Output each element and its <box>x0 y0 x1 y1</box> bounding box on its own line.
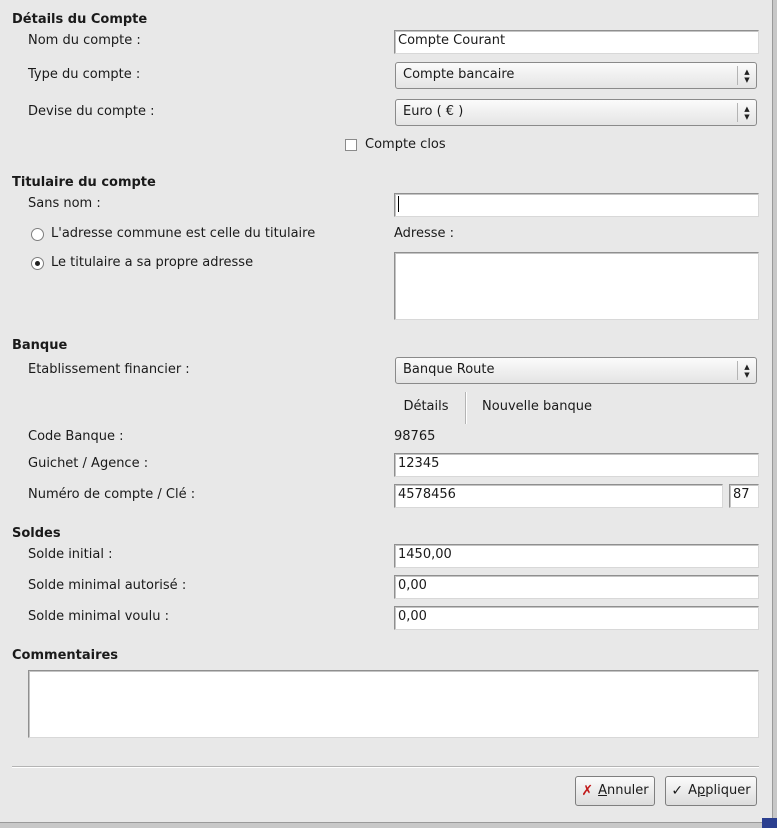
account-number-label: Numéro de compte / Clé : <box>28 487 196 502</box>
bank-code-label: Code Banque : <box>28 429 124 444</box>
address-common-radio[interactable] <box>31 228 44 241</box>
account-key-input[interactable]: 87 <box>729 484 759 508</box>
address-label: Adresse : <box>394 226 455 241</box>
account-currency-select[interactable] <box>395 99 757 126</box>
cross-icon: ✗ <box>581 783 594 799</box>
address-common-label: L'adresse commune est celle du titulaire <box>51 226 316 241</box>
account-name-label: Nom du compte : <box>28 33 141 48</box>
bank-details-button[interactable]: Détails <box>403 399 449 414</box>
holder-section-title: Titulaire du compte <box>12 175 156 190</box>
apply-button[interactable] <box>665 776 757 806</box>
new-bank-button[interactable]: Nouvelle banque <box>482 399 592 414</box>
window-corner-resize-handle[interactable] <box>762 818 777 828</box>
balances-section-title: Soldes <box>12 526 61 541</box>
bank-section-title: Banque <box>12 338 68 353</box>
min-wanted-balance-label: Solde minimal voulu : <box>28 609 169 624</box>
comments-textarea[interactable] <box>28 670 759 738</box>
bank-institution-select[interactable] <box>395 357 757 384</box>
bank-institution-label: Etablissement financier : <box>28 362 190 377</box>
address-own-label: Le titulaire a sa propre adresse <box>51 255 254 270</box>
account-type-value: Compte bancaire <box>403 67 515 82</box>
bank-branch-input[interactable]: 12345 <box>394 453 759 477</box>
radio-selected-dot <box>35 261 40 266</box>
window-frame-right <box>772 0 777 828</box>
initial-balance-input[interactable]: 1450,00 <box>394 544 759 568</box>
holder-name-label: Sans nom : <box>28 196 101 211</box>
min-wanted-balance-input[interactable]: 0,00 <box>394 606 759 630</box>
text-cursor <box>398 196 399 212</box>
updown-arrows-icon: ▲ ▼ <box>737 66 756 85</box>
button-separator <box>465 392 467 424</box>
account-details-section-title: Détails du Compte <box>12 12 148 27</box>
account-currency-label: Devise du compte : <box>28 104 155 119</box>
address-textarea[interactable] <box>394 252 759 320</box>
account-type-select[interactable] <box>395 62 757 89</box>
account-number-input[interactable]: 4578456 <box>394 484 723 508</box>
bank-code-value: 98765 <box>394 429 436 444</box>
bank-institution-value: Banque Route <box>403 362 495 377</box>
initial-balance-label: Solde initial : <box>28 547 113 562</box>
min-authorized-balance-label: Solde minimal autorisé : <box>28 578 187 593</box>
comments-section-title: Commentaires <box>12 648 119 663</box>
account-currency-value: Euro ( € ) <box>403 104 464 119</box>
min-authorized-balance-input[interactable]: 0,00 <box>394 575 759 599</box>
account-type-label: Type du compte : <box>28 67 141 82</box>
holder-name-input[interactable] <box>394 193 759 217</box>
account-closed-label: Compte clos <box>365 137 446 152</box>
action-area-separator <box>12 766 759 768</box>
apply-button-label: Appliquer <box>688 783 751 798</box>
address-own-radio[interactable] <box>31 257 44 270</box>
account-closed-checkbox[interactable] <box>345 139 357 151</box>
cancel-button-label: Annuler <box>598 783 649 798</box>
checkmark-icon: ✓ <box>671 783 684 799</box>
account-name-input[interactable]: Compte Courant <box>394 30 759 54</box>
bank-branch-label: Guichet / Agence : <box>28 456 149 471</box>
updown-arrows-icon: ▲ ▼ <box>737 361 756 380</box>
window-frame-bottom <box>0 822 777 828</box>
updown-arrows-icon: ▲ ▼ <box>737 103 756 122</box>
cancel-button[interactable] <box>575 776 655 806</box>
